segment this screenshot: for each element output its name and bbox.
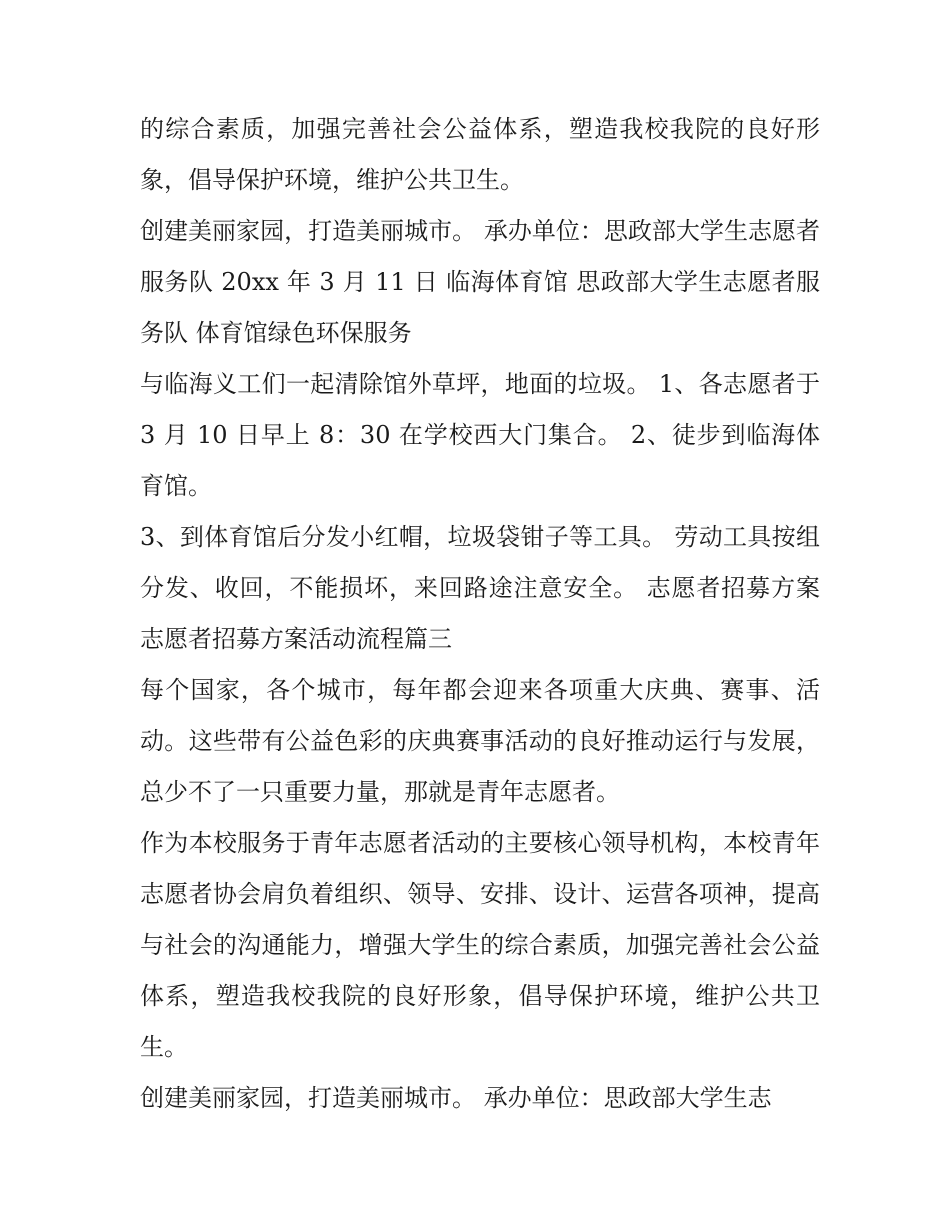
paragraph-4: 3、到体育馆后分发小红帽，垃圾袋钳子等工具。 劳动工具按组分发、收回，不能损坏，来回路途注意安全。 志愿者招募方案 志愿者招募方案活动流程篇三 bbox=[140, 523, 820, 653]
paragraph-7: 创建美丽家园，打造美丽城市。 承办单位：思政部大学生志 bbox=[140, 1084, 772, 1112]
paragraph-3: 与临海义工们一起清除馆外草坪，地面的垃圾。 1、各志愿者于 3 月 10 日早上 8：30 在学校西大门集合。 2、徒步到临海体育馆。 bbox=[140, 370, 820, 500]
document-body bbox=[140, 104, 820, 1124]
paragraph-2: 创建美丽家园，打造美丽城市。 承办单位：思政部大学生志愿者服务队 20xx 年 3 月 11 日 临海体育馆 思政部大学生志愿者服务队 体育馆绿色环保服务 bbox=[140, 217, 820, 347]
paragraph-5: 每个国家，各个城市，每年都会迎来各项重大庆典、赛事、活动。这些带有公益色彩的庆典赛事活动的良好推动运行与发展，总少不了一只重要力量，那就是青年志愿者。 bbox=[140, 676, 820, 806]
paragraph-6: 作为本校服务于青年志愿者活动的主要核心领导机构，本校青年志愿者协会肩负着组织、领导、安排、设计、运营各项神，提高与社会的沟通能力，增强大学生的综合素质，加强完善社会公益体系，塑造我校我院的良好形象，倡导保护环境，维护公共卫生。 bbox=[140, 829, 820, 1061]
paragraph-1: 的综合素质，加强完善社会公益体系，塑造我校我院的良好形象，倡导保护环境，维护公共卫生。 bbox=[140, 115, 820, 194]
